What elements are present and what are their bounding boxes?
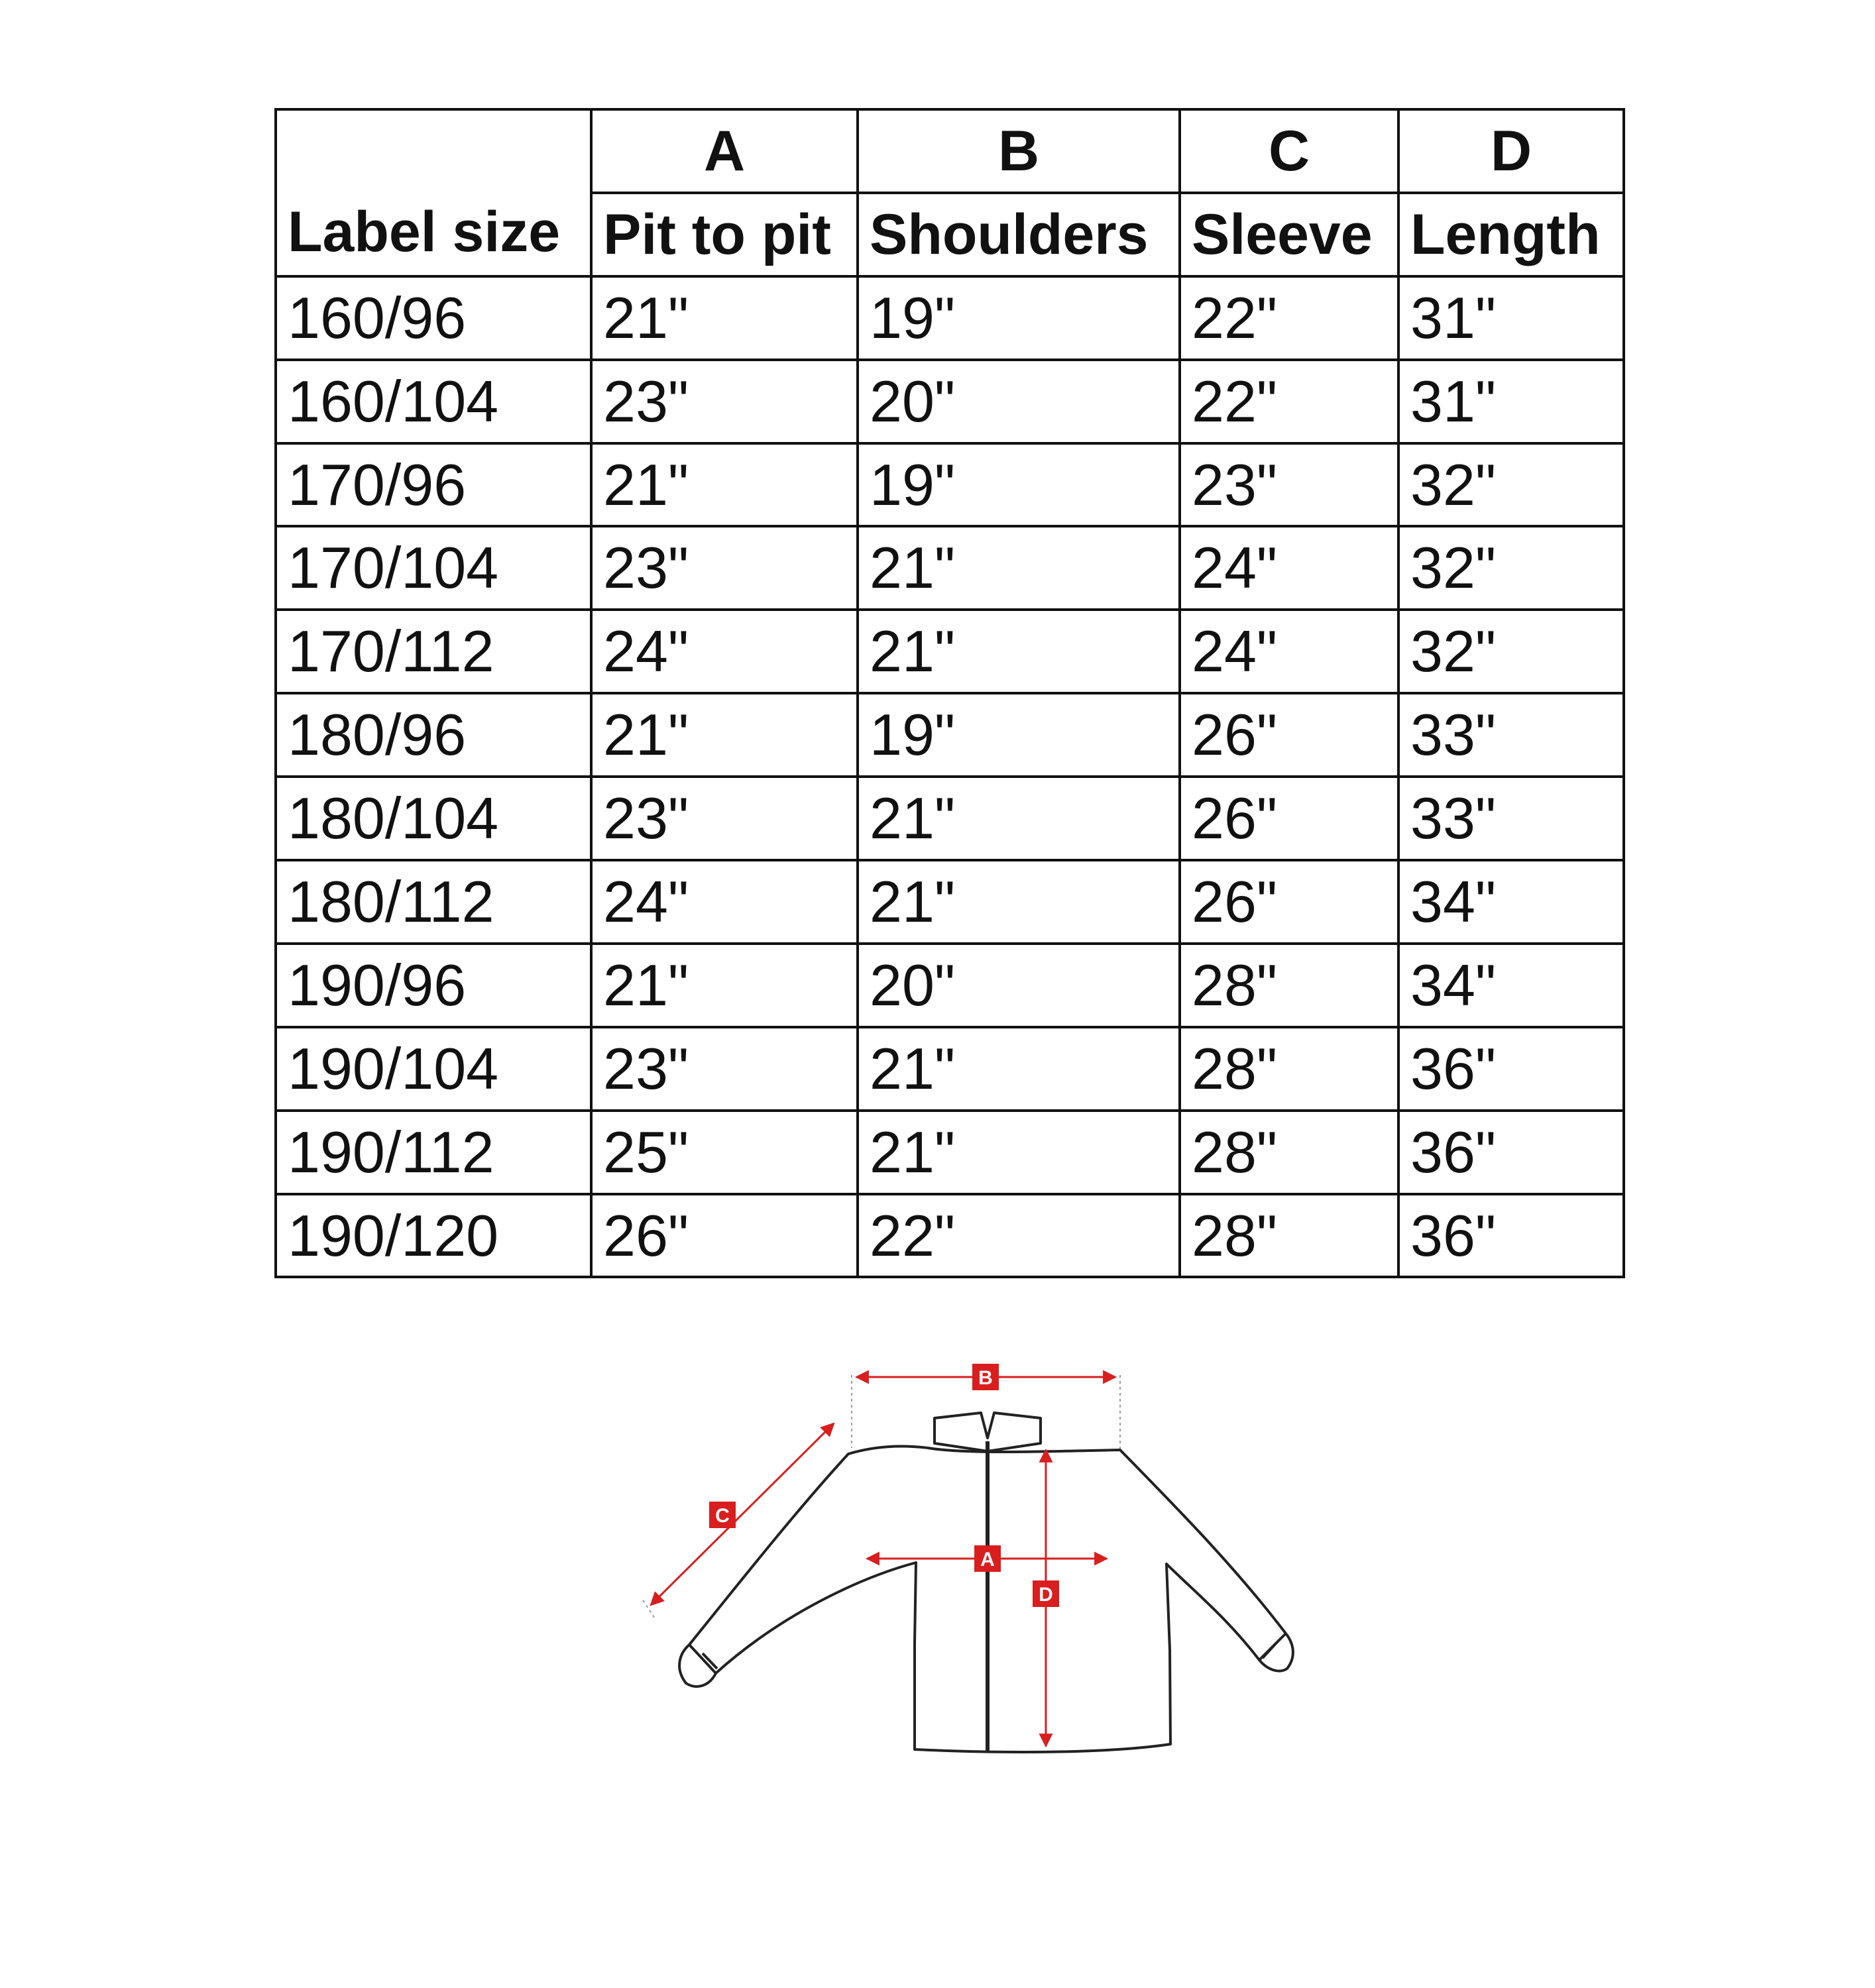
length-cell: 32" (1398, 443, 1624, 527)
shoulders-cell: 22" (858, 1194, 1180, 1278)
table-row (276, 944, 1624, 1027)
sleeve-cell: 26" (1180, 777, 1398, 860)
label-size-cell: 170/112 (276, 610, 591, 693)
shoulders-cell: 19" (858, 276, 1180, 360)
length-cell: 32" (1398, 610, 1624, 693)
table-row (276, 1194, 1624, 1278)
table-row (276, 777, 1624, 860)
shoulders-cell: 21" (858, 1027, 1180, 1111)
pit-to-pit-cell: 21" (591, 276, 858, 360)
pit-to-pit-cell: 25" (591, 1111, 858, 1194)
length-cell: 36" (1398, 1194, 1624, 1278)
pit-to-pit-cell: 21" (591, 944, 858, 1027)
shoulders-cell: 21" (858, 526, 1180, 610)
label-size-cell: 180/96 (276, 693, 591, 777)
length-cell: 32" (1398, 526, 1624, 610)
pit-to-pit-cell: 26" (591, 1194, 858, 1278)
column-name-sleeve: Sleeve (1180, 193, 1398, 276)
table-row (276, 1111, 1624, 1194)
badge-d-label: D (1039, 1584, 1053, 1606)
badge-a (974, 1545, 1001, 1572)
sleeve-cell: 23" (1180, 443, 1398, 527)
column-letter-a: A (591, 109, 858, 193)
badge-d (1033, 1580, 1059, 1607)
sleeve-cell: 28" (1180, 1027, 1398, 1111)
label-size-cell: 160/104 (276, 360, 591, 443)
label-size-cell: 190/104 (276, 1027, 591, 1111)
badge-c-label: C (715, 1505, 730, 1527)
right-cuff (1259, 1633, 1293, 1671)
pit-to-pit-cell: 23" (591, 777, 858, 860)
header-letter-row (276, 109, 1624, 193)
table-row (276, 526, 1624, 610)
jacket-outline (679, 1413, 1293, 1752)
column-name-pit-to-pit: Pit to pit (591, 193, 858, 276)
column-letter-d: D (1398, 109, 1624, 193)
length-cell: 36" (1398, 1027, 1624, 1111)
size-chart-table (274, 108, 1625, 1278)
table-row (276, 860, 1624, 944)
sleeve-cell: 22" (1180, 360, 1398, 443)
pit-to-pit-cell: 24" (591, 610, 858, 693)
table-row (276, 443, 1624, 527)
length-cell: 34" (1398, 860, 1624, 944)
column-letter-c: C (1180, 109, 1398, 193)
sleeve-cell: 24" (1180, 610, 1398, 693)
pit-to-pit-cell: 23" (591, 526, 858, 610)
pit-to-pit-cell: 24" (591, 860, 858, 944)
badge-b (972, 1364, 999, 1390)
label-size-cell: 180/112 (276, 860, 591, 944)
measurement-arrows (651, 1377, 1115, 1746)
shoulders-cell: 19" (858, 443, 1180, 527)
length-cell: 31" (1398, 276, 1624, 360)
length-cell: 33" (1398, 777, 1624, 860)
label-size-header: Label size (276, 109, 591, 276)
label-size-cell: 160/96 (276, 276, 591, 360)
table-row (276, 610, 1624, 693)
shoulders-cell: 21" (858, 777, 1180, 860)
label-size-cell: 170/96 (276, 443, 591, 527)
sleeve-cell: 26" (1180, 860, 1398, 944)
badge-b-label: B (978, 1367, 993, 1389)
table-row (276, 360, 1624, 443)
shoulders-cell: 21" (858, 860, 1180, 944)
pit-to-pit-cell: 21" (591, 443, 858, 527)
sleeve-cell: 26" (1180, 693, 1398, 777)
length-cell: 31" (1398, 360, 1624, 443)
pit-to-pit-cell: 21" (591, 693, 858, 777)
sleeve-cell: 28" (1180, 1194, 1398, 1278)
badge-c (709, 1502, 736, 1528)
length-cell: 34" (1398, 944, 1624, 1027)
badge-a-label: A (980, 1549, 995, 1571)
shoulders-cell: 20" (858, 360, 1180, 443)
sleeve-cell: 24" (1180, 526, 1398, 610)
label-size-cell: 170/104 (276, 526, 591, 610)
shoulders-cell: 21" (858, 1111, 1180, 1194)
shoulders-cell: 19" (858, 693, 1180, 777)
table-row (276, 693, 1624, 777)
label-size-cell: 190/120 (276, 1194, 591, 1278)
jacket-measurement-diagram (597, 1352, 1352, 1763)
table-row (276, 276, 1624, 360)
label-size-cell: 190/112 (276, 1111, 591, 1194)
shoulders-cell: 21" (858, 610, 1180, 693)
length-cell: 36" (1398, 1111, 1624, 1194)
length-cell: 33" (1398, 693, 1624, 777)
sleeve-cell: 22" (1180, 276, 1398, 360)
table-row (276, 1027, 1624, 1111)
sleeve-cell: 28" (1180, 1111, 1398, 1194)
column-letter-b: B (858, 109, 1180, 193)
pit-to-pit-cell: 23" (591, 1027, 858, 1111)
sleeve-cell: 28" (1180, 944, 1398, 1027)
pit-to-pit-cell: 23" (591, 360, 858, 443)
column-name-length: Length (1398, 193, 1624, 276)
label-size-cell: 180/104 (276, 777, 591, 860)
shoulders-cell: 20" (858, 944, 1180, 1027)
label-size-cell: 190/96 (276, 944, 591, 1027)
column-name-shoulders: Shoulders (858, 193, 1180, 276)
